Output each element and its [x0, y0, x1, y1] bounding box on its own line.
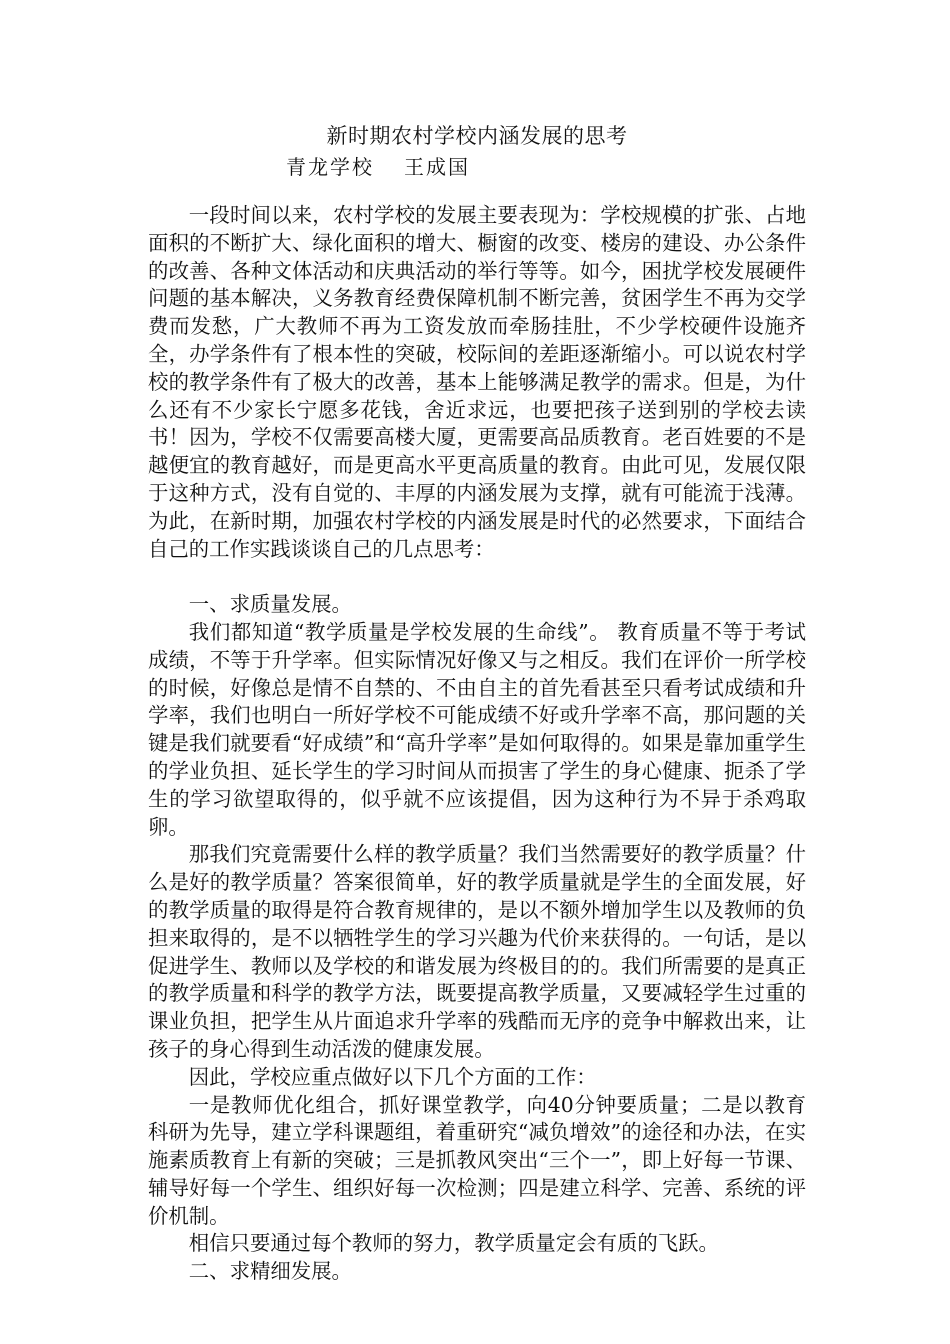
author-name: 王成国: [404, 155, 470, 179]
paragraph-intro: 一段时间以来，农村学校的发展主要表现为：学校规模的扩张、占地面积的不断扩大、绿化面积的增大、橱窗的改变、楼房的建设、办公条件的改善、各种文体活动和庆典活动的举行等等。如今，困扰学校发展硬件问题的基本解决，义务教育经费保障机制不断完善，贫困学生不再为交学费而发愁，广大教师不再为工资发放而牵肠挂肚，不少学校硬件设施齐全，办学条件有了根本性的突破，校际间的差距逐渐缩小。可以说农村学校的教学条件有了极大的改善，基本上能够满足教学的需求。但是，为什么还有不少家长宁愿多花钱，舍近求远，也要把孩子送到别的学校去读书！因为，学校不仅需要高楼大厦，更需要高品质教育。老百姓要的不是越便宜的教育越好，而是更高水平更高质量的教育。由此可见，发展仅限于这种方式，没有自觉的、丰厚的内涵发展为支撑，就有可能流于浅薄。为此，在新时期，加强农村学校的内涵发展是时代的必然要求，下面结合自己的工作实践谈谈自己的几点思考：: [148, 203, 806, 561]
paragraph-gap: [148, 563, 806, 591]
document-page: [148, 120, 806, 1286]
paragraph-quality-4: 一是教师优化组合，抓好课堂教学，向40分钟要质量；二是以教育科研为先导，建立学科课题组，着重研究“减负增效”的途径和办法，在实施素质教育上有新的突破；三是抓教风突出“三个一”，即上好每一节课、辅导好每一个学生、组织好每一次检测；四是建立科学、完善、系统的评价机制。: [148, 1092, 806, 1228]
paragraph-quality-5: 相信只要通过每个教师的努力，教学质量定会有质的飞跃。: [188, 1231, 719, 1256]
paragraph-quality-2: 那我们究竟需要什么样的教学质量？我们当然需要好的教学质量？什么是好的教学质量？答案很简单，好的教学质量就是学生的全面发展，好的教学质量的取得是符合教育规律的，是以不额外增加学生以及教师的负担来取得的，是不以牺牲学生的学习兴趣为代价来获得的。一句话，是以促进学生、教师以及学校的和谐发展为终极目的的。我们所需要的是真正的教学质量和科学的教学方法，既要提高教学质量，又要减轻学生过重的课业负担，把学生从片面追求升学率的残酷而无序的竞争中解救出来，让孩子的身心得到生动活泼的健康发展。: [148, 842, 806, 1061]
section-heading-refinement: 二、求精细发展。: [188, 1259, 352, 1284]
paragraph-quality-3: 因此，学校应重点做好以下几个方面的工作：: [188, 1064, 597, 1089]
byline: [286, 152, 806, 182]
document-title: 新时期农村学校内涵发展的思考: [326, 124, 628, 148]
section-heading-quality: 一、求质量发展。: [188, 592, 352, 617]
document-body: [148, 202, 806, 1286]
paragraph-quality-1: 我们都知道“教学质量是学校发展的生命线”。 教育质量不等于考试成绩，不等于升学率。但实际情况好像又与之相反。我们在评价一所学校的时候，好像总是情不自禁的、不由自主的首先看甚至只看考试成绩和升学率，我们也明白一所好学校不可能成绩不好或升学率不高，那问题的关键是我们就要看“好成绩”和“高升学率”是如何取得的。如果是靠加重学生的学业负担、延长学生的学习时间从而损害了学生的身心健康、扼杀了学生的学习欲望取得的，似乎就不应该提倡，因为这种行为不异于杀鸡取卵。: [148, 619, 806, 839]
school-name: 青龙学校: [286, 155, 374, 179]
